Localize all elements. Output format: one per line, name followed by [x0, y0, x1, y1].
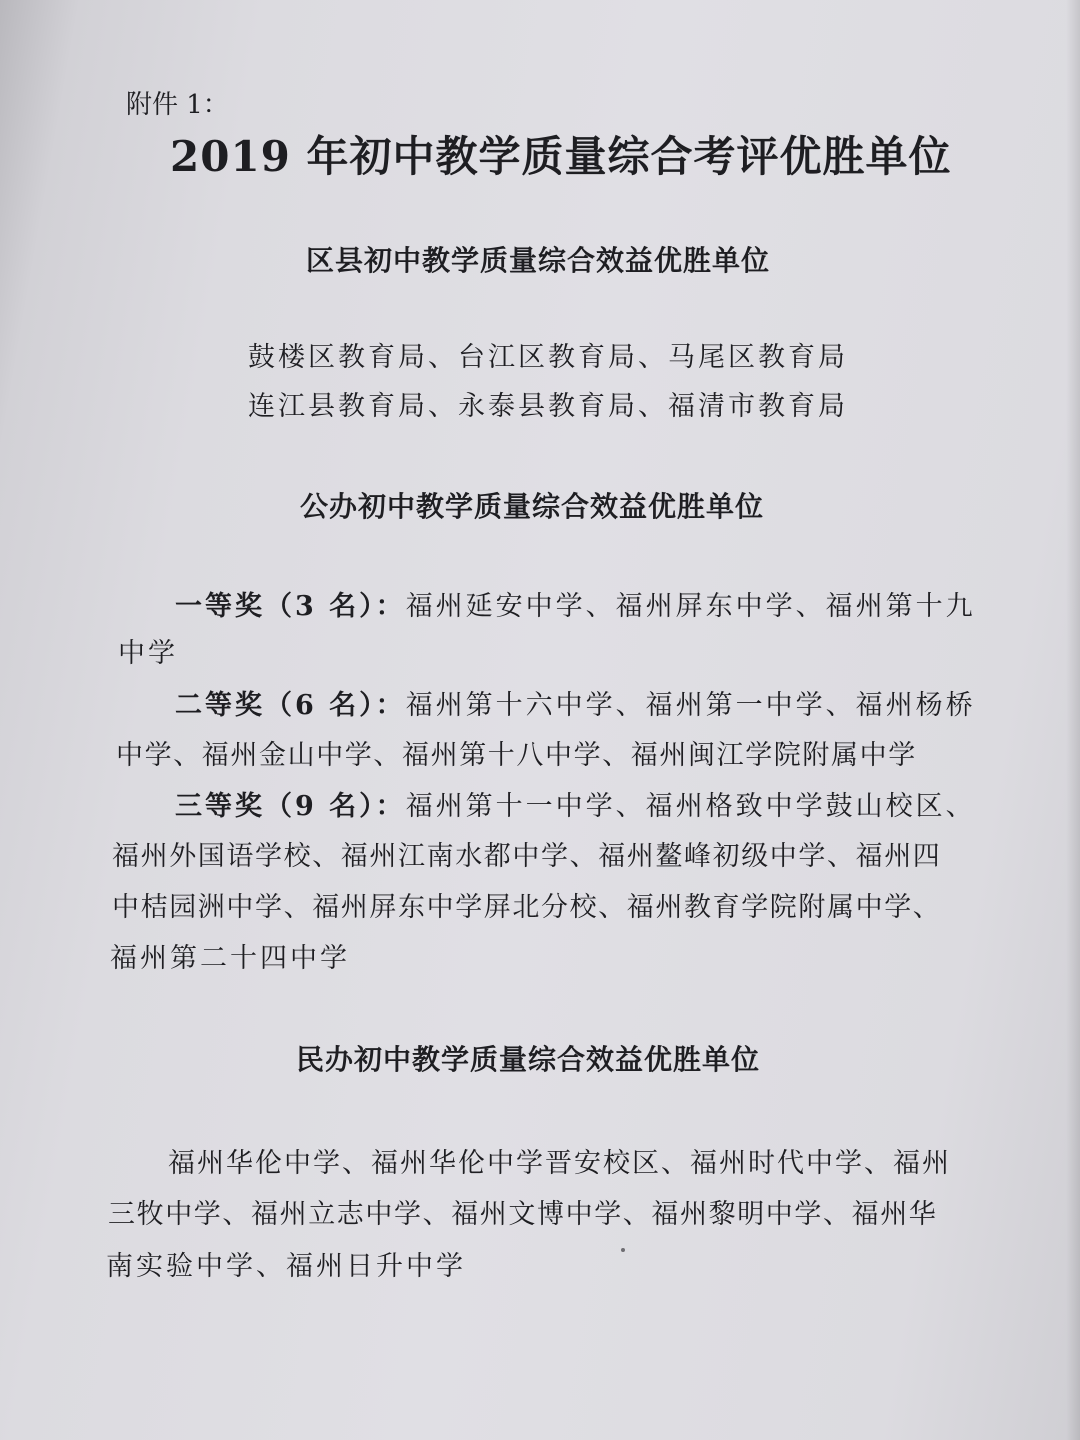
private-line-1: 福州华伦中学、福州华伦中学晋安校区、福州时代中学、福州 [168, 1148, 951, 1179]
district-line-2: 连江县教育局、永泰县教育局、福清市教育局 [248, 391, 848, 422]
first-prize-label: 一等奖（3 名）： [175, 591, 406, 622]
first-prize-line-2: 中学 [118, 638, 178, 669]
third-prize-line-4: 福州第二十四中学 [110, 943, 350, 974]
section-heading-private: 民办初中教学质量综合效益优胜单位 [296, 1043, 761, 1076]
paper-speck [621, 1248, 625, 1252]
district-line-1: 鼓楼区教育局、台江区教育局、马尾区教育局 [248, 342, 848, 373]
third-prize-label: 三等奖（9 名）： [175, 791, 406, 822]
first-prize-schools: 福州延安中学、福州屏东中学、福州第十九 [405, 591, 976, 622]
third-prize-line-3: 中桔园洲中学、福州屏东中学屏北分校、福州教育学院附属中学、 [112, 892, 942, 923]
second-prize-line-1 [175, 692, 976, 719]
document-title: 2019 年初中教学质量综合考评优胜单位 [170, 132, 952, 181]
attachment-label: 附件 1： [126, 90, 229, 120]
section-heading-public: 公办初中教学质量综合效益优胜单位 [300, 490, 765, 523]
page-edge-shadow [1066, 0, 1080, 1440]
second-prize-label: 二等奖（6 名）： [175, 690, 406, 721]
second-prize-line-2: 中学、福州金山中学、福州第十八中学、福州闽江学院附属中学 [116, 740, 917, 771]
private-line-2: 三牧中学、福州立志中学、福州文博中学、福州黎明中学、福州华 [108, 1199, 938, 1230]
section-heading-district: 区县初中教学质量综合效益优胜单位 [306, 244, 771, 277]
second-prize-schools: 福州第十六中学、福州第一中学、福州杨桥 [405, 690, 976, 721]
third-prize-line-2: 福州外国语学校、福州江南水都中学、福州鳌峰初级中学、福州四 [112, 841, 942, 872]
first-prize-line-1 [175, 593, 976, 620]
third-prize-line-1 [175, 793, 976, 820]
third-prize-schools: 福州第十一中学、福州格致中学鼓山校区、 [405, 791, 976, 822]
private-line-3: 南实验中学、福州日升中学 [106, 1251, 466, 1282]
